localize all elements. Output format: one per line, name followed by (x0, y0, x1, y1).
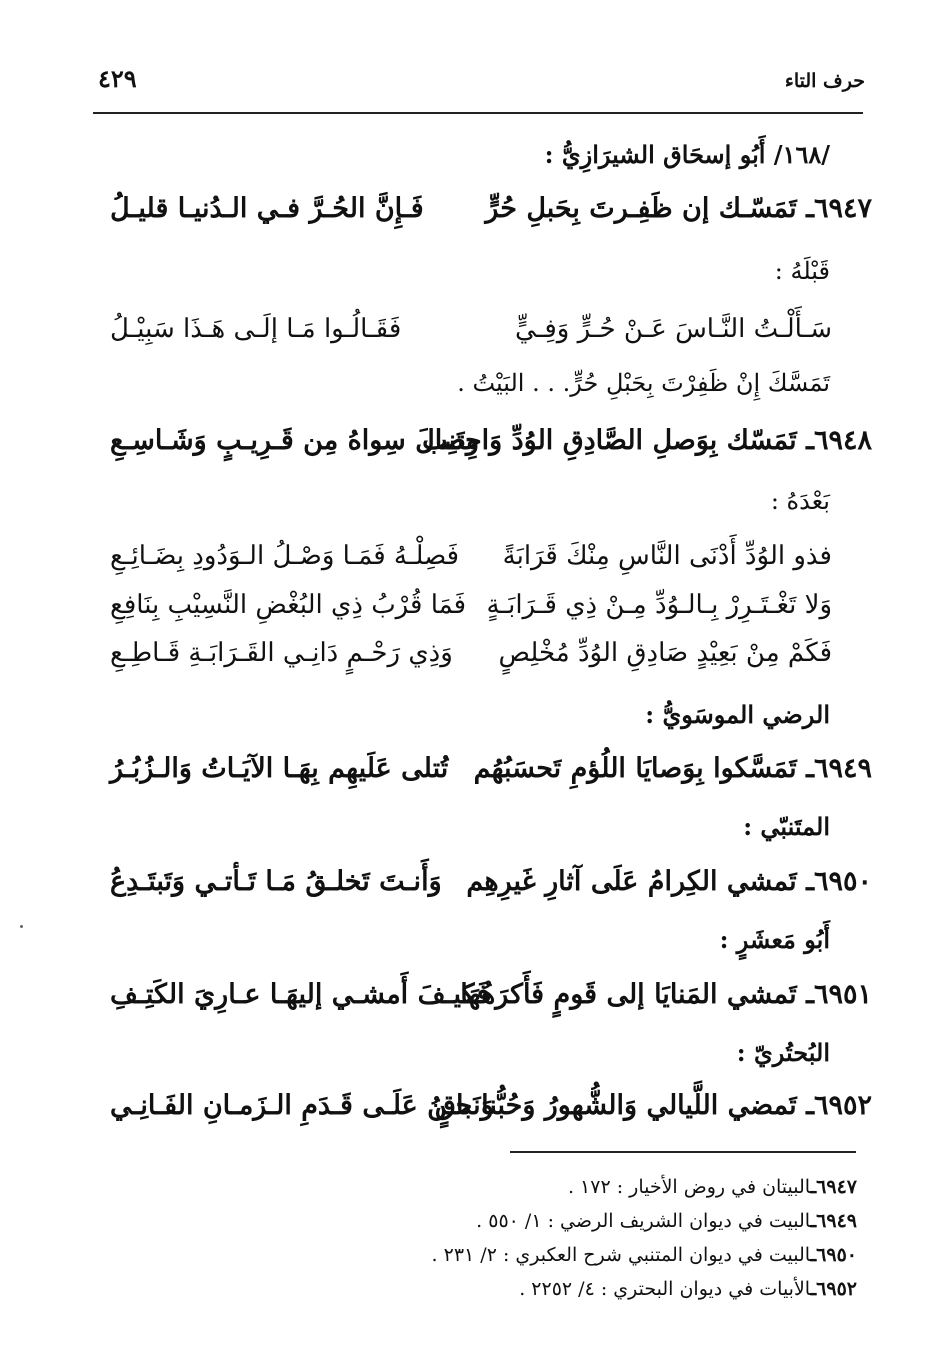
second-hemistich: فَقَـالُـوا مَـا إلَـى هَـذَا سَبِيْـلُ (110, 314, 402, 344)
header-divider (93, 112, 863, 114)
second-hemistich: فَـإِنَّ الحُـرَّ فـي الـدُنيـا قليـلُ (110, 193, 424, 224)
second-hemistich: وَأَنـتَ تَخلـقُ مَـا تَـأتـي وَتَبتَـدِعُ (110, 866, 442, 897)
page-header (95, 60, 865, 94)
chapter-title: حرف التاء (784, 70, 865, 92)
second-hemistich: فَكيـفَ أَمشـي إليهَـا عـارِيَ الكَتِـفِ (110, 979, 490, 1010)
first-hemistich: ٦٩٥٢ـ تَمضي اللَّيالي وَالشُّهورُ وَحُبُّنا باقٍ (435, 1090, 872, 1121)
footnote: ٦٩٥٠ـالبيت في ديوان المتنبي شرح العكبري : ٢/ ٢٣١ . (431, 1244, 857, 1266)
verse-6948 (110, 425, 872, 473)
first-hemistich: ٦٩٤٧ـ تَمَسّـك إن ظَفِـرتَ بِحَبلِ حُرٍّ (485, 193, 872, 224)
footnote: ٦٩٤٩ـالبيت في ديوان الشريف الرضي : ١/ ٥٥٠ . (476, 1210, 857, 1232)
first-hemistich: سَـأَلْـتُ النَّـاسَ عَـنْ حُـرٍّ وَفِـيٍّ (515, 314, 832, 344)
margin-speck (20, 925, 23, 928)
poet-attribution: أَبُو مَعشَرٍ : (719, 925, 830, 954)
note-reference: تَمَسَّكَ إِنْ ظَفِرْتَ بِحَبْلِ حُرٍّ. . . البَيْتُ . (457, 369, 830, 397)
verse-6947 (110, 193, 872, 241)
page-number: ٤٢٩ (98, 64, 137, 93)
first-hemistich: ٦٩٥٠ـ تَمشي الكِرامُ عَلَى آثارِ غَيرِهِم (466, 866, 872, 897)
verse-6949 (110, 753, 872, 801)
context-verse (110, 638, 872, 686)
second-hemistich: وَذِي رَحْـمٍ دَانِـي القَـرَابَـةِ قَـاطِـعِ (110, 638, 453, 668)
footnote-divider (510, 1151, 856, 1153)
poet-attribution: /١٦٨/ أَبُو إسحَاق الشيرَازِيُّ : (544, 140, 830, 169)
second-hemistich: وَنَحـنُ عَلَـى قَـدَمِ الـزَمـانِ الفَـانِـي (110, 1090, 494, 1121)
first-hemistich: وَلا تَغْـتَـرِرْ بِـالـوُدِّ مِـنْ ذِي قَـرَابَـةٍ (486, 590, 832, 620)
first-hemistich: ٦٩٤٩ـ تَمَسَّكوا بِوَصايَا اللُؤمِ تَحسَبُهُم (473, 753, 872, 784)
second-hemistich: فَمَا قُرْبُ ذِي البُغْضِ النَّسِيْبِ بِنَافِعِ (110, 590, 467, 620)
second-hemistich: تُتلى عَلَيهِم بِهَـا الآيَـاتُ وَالـزُبُـرُ (110, 753, 449, 784)
poet-attribution: المتَنبّي : (743, 812, 830, 841)
first-hemistich: فذو الوُدِّ أَدْنَى النَّاسِ مِنْكَ قَرَابَةً (502, 541, 832, 571)
first-hemistich: ٦٩٥١ـ تَمشي المَنايَا إلى قَومٍ فَأَكرَهُهَا (460, 979, 872, 1010)
second-hemistich: وِصالَ سِواهُ مِن قَـرِيـبٍ وَشَـاسِـعِ (110, 425, 479, 456)
context-verse (110, 590, 872, 638)
second-hemistich: فَصِلْـهُ فَمَـا وَصْـلُ الـوَدُودِ بِضَـائِـعِ (110, 541, 460, 571)
verse-6950 (110, 866, 872, 914)
first-hemistich: ٦٩٤٨ـ تَمَسّك بِوَصلِ الصَّادِقِ الوُدِّ وَاجتَنِب (422, 425, 872, 456)
note-before: قَبْلَهُ : (774, 257, 830, 285)
poet-attribution: البُحتُريّ : (736, 1038, 830, 1067)
context-verse (110, 541, 872, 589)
footnote: ٦٩٥٢ـالأبيات في ديوان البحتري : ٤/ ٢٢٥٢ . (519, 1278, 857, 1300)
poet-attribution: الرضي الموسَويُّ : (645, 700, 830, 729)
verse-6951 (110, 979, 872, 1027)
footnote: ٦٩٤٧ـالبيتان في روض الأخيار : ١٧٢ . (567, 1176, 857, 1198)
verse-6952 (110, 1090, 872, 1138)
note-after: بَعْدَهُ : (770, 487, 830, 515)
context-verse (110, 314, 872, 362)
first-hemistich: فَكَمْ مِنْ بَعِيْدٍ صَادِقِ الوُدِّ مُخْلِصٍ (498, 638, 832, 668)
